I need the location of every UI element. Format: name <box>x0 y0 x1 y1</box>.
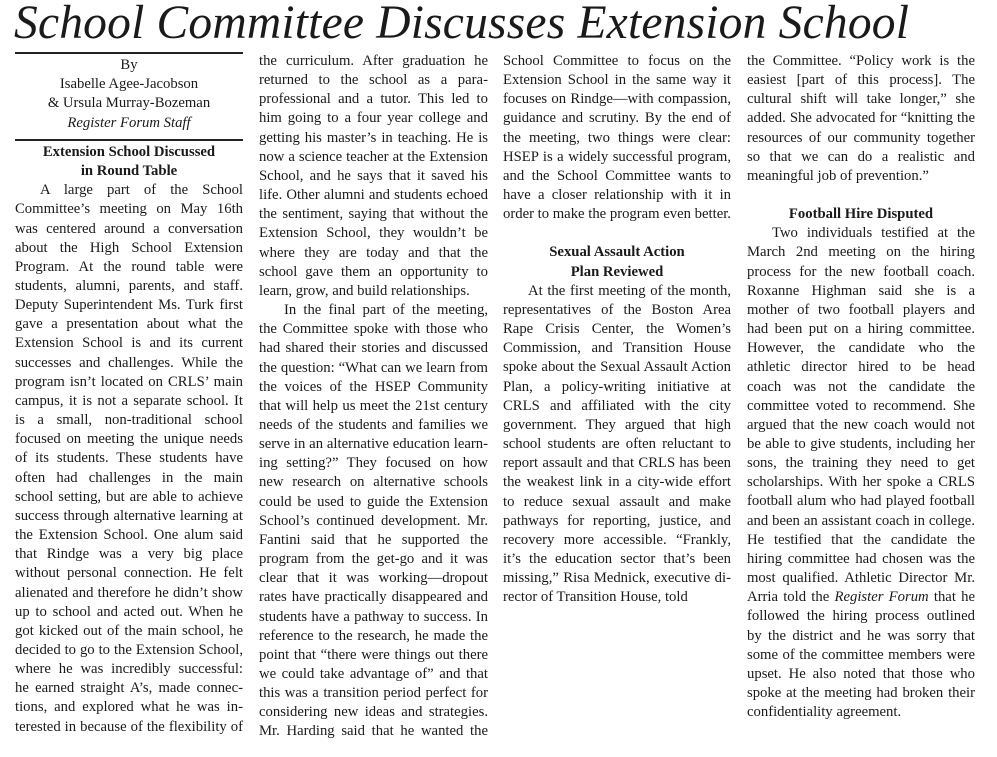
column-2 <box>259 52 488 742</box>
byline-author-2: & Ursula Murray-Bozeman <box>47 95 211 112</box>
section-3-text-2: that he followed the hiring process outlined by the district and he was sorry that some of the committee members were upset. He also noted that those who spoke at the meeting had broken their confidentiality agreement. <box>747 589 976 721</box>
headline: School Committee Discusses Extension School <box>14 0 910 49</box>
byline-by: By <box>120 57 138 73</box>
byline-author-1: Isabelle Agee-Jacobson <box>59 76 199 93</box>
spacer <box>747 186 975 205</box>
byline-staff: Register Forum Staff <box>67 114 191 131</box>
section-1-title-line-2: in Round Table <box>80 163 178 180</box>
column-3 <box>503 52 731 607</box>
section-3-paragraph-1 <box>747 224 975 722</box>
section-1-paragraph-1: A large part of the School Committee’s meeting on May 16th was centered around a conversation about the High School Extension Program. At the round table were students, alumni, parents, and staff. Deputy Superintendent Ms. Turk first gave a presentation about what the Extension School is and its current successes and challenges. While the program isn’t located on CRLS’ main campus, it is not a separate school. It is a small, non-traditional school focused on meeting the unique needs of its students. These students have often had challenges in the main school setting, but are able to achieve success through alternative learning at the Extension School. One alum said that Rindge was a very big place without personal connection. He felt alienated and therefore he didn’t show up to school and acted out. When he got kicked out of the main school, he decided to go to the Extension School, where he was incredibly successful: he earned straight A’s, made connections, and explored what he was interested in because of the flexibility of <box>15 182 243 735</box>
column-4 <box>747 52 975 722</box>
section-3-text-1: Two individuals testified at the March 2nd meeting on the hiring process for the new football coach. Roxanne Highman said she is a mother of two football players and had been put on a hiring committee. However, the candidate who the athletic director hired to be head coach was not the candidate the committee voted to recommend. She argued that the new coach would not be able to give students, including her sons, the training they need to get scholarships. With her spoke a CRLS football alum who had played football and been an assistant coach in college. He testified that the candidate the hiring committee had chosen was the most qualified. Athletic Director Mr. Arria told the <box>747 225 975 606</box>
section-2-title-line-1: Sexual Assault Action <box>549 244 685 261</box>
section-2-paragraph-1-cont: the Committee. “Policy work is the easiest [part of this process]. The cultural shift will take longer,” she added. She advocated for “knitting the resources of our community together so that we can do a realistic and meaningful job of prevention.” <box>747 53 975 184</box>
column-1 <box>15 52 243 737</box>
section-1-paragraph-2: In the final part of the meeting, the Committee spoke with those who had shared their stories and discussed the question: “What can we learn from the voices of the HSEP Community that will help us meet the 21st century needs of the students and families we serve in an alternative education learning setting?” They focused on how new research on alternative schools could be used to guide the Extension School’s continued development. Mr. Fantini said that he supported the program from the get-go and it was clear that it was working—dropout rates have practically disappeared and students have a pathway to success. In reference to the research, he made the point that “there were things out there we could take advantage of” and that this was a transition period perfect for considering new ideas and strategies. Mr. Harding said that he wanted the <box>259 302 488 740</box>
section-3-title: Football Hire Disputed <box>788 206 934 223</box>
section-1-paragraph-2-cont: School Committee to focus on the Extension School in the same way it focuses on Rindge—with compassion, guidance and scrutiny. By the end of the meeting, two things were clear: HSEP is a widely successful program, and the School Committee wants to have a closer relationship with it in order to make the program even better. <box>503 53 731 223</box>
byline-rule <box>15 52 243 54</box>
publication-name: Register Forum <box>834 589 929 606</box>
section-rule <box>15 139 243 141</box>
section-1-paragraph-1-cont: the curriculum. After graduation he returned to the school as a paraprofessional and a tutor. This led to him going to a four year college and getting his master’s in teaching. He is now a science teacher at the Extension School, and he says that it saved his life. Other alumni and students echoed the sentiment, saying that without the Extension School, they wouldn’t be where they are today and that the school gave them an opportunity to learn, grow, and build relationships. <box>259 53 488 299</box>
byline <box>15 56 243 133</box>
section-1-title-line-1: Extension School Discussed <box>42 143 216 160</box>
spacer <box>503 224 731 243</box>
section-2-title-line-2: Plan Reviewed <box>570 263 664 280</box>
section-2-paragraph-1: At the first meeting of the month, representatives of the Boston Area Rape Crisis Center, the Women’s Commission, and Transition House spoke about the Sexual Assault Action Plan, a policy-writing initiative at CRLS and affiliated with the city government. They argued that high school students are often reluctant to report assault and that CRLS has been the weakest link in a city-wide effort to reduce sexual assault and make pathways for reporting, justice, and recovery more accessible. “Frankly, it’s the education sector that’s been missing,” Risa Mednick, executive director of Transition House, told <box>503 282 731 606</box>
